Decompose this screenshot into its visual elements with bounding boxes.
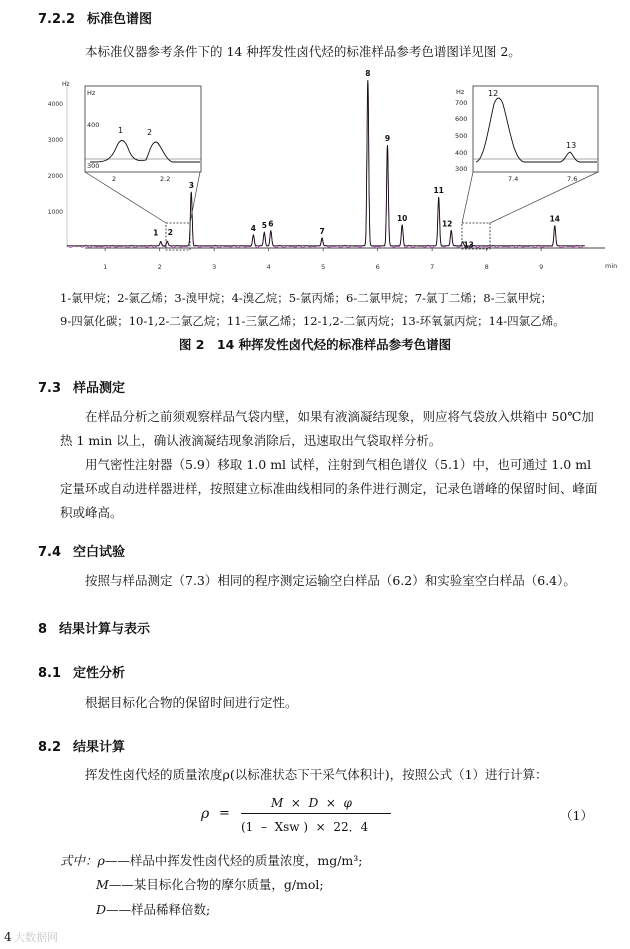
x-tick-label: 3 — [212, 263, 217, 271]
formula-lhs: ρ — [201, 806, 210, 822]
paragraph-calculation: 挥发性卤代烃的质量浓度ρ(以标准状态下干采气体积计)，按照公式（1）进行计算： — [85, 767, 548, 782]
section-heading-8 — [38, 618, 150, 637]
figure-legend-line-1: 1-氯甲烷；2-氯乙烯；3-溴甲烷；4-溴乙烷；5-氯丙烯；6-二氯甲烷；7-氯丁二烯；8-三氯甲烷； — [60, 291, 553, 305]
section-number: 8.1 — [38, 666, 62, 681]
section-heading-7-3 — [38, 377, 125, 396]
inset-y-tick: 700 — [455, 99, 468, 107]
inset-y-tick: 400 — [87, 121, 100, 129]
paragraph-sample-1: 在样品分析之前须观察样品气袋内壁，如果有液滴凝结现象，则应将气袋放入烘箱中 50℃加热 1 min 以上，确认液滴凝结现象消除后，迅速取出气袋取样分析。 — [60, 409, 594, 448]
paragraph-sample-2: 用气密性注射器（5.9）移取 1.0 ml 试样，注射到气相色谱仪（5.1）中，也可通过 1.0 ml 定量环或自动进样器进样，按照建立标准曲线相同的条件进行测定，记录色谱峰的保留时间、峰面积或峰高。 — [60, 457, 598, 520]
peak-label-14: 14 — [549, 214, 561, 224]
inset-left — [85, 86, 201, 183]
section-title: 标准色谱图 — [87, 12, 153, 27]
y-tick-labels — [48, 101, 63, 216]
section-heading-8-1 — [38, 662, 125, 681]
y-tick-label: 1000 — [47, 209, 63, 216]
inset-x-tick: 2.2 — [160, 175, 171, 183]
section-title: 空白试验 — [73, 545, 126, 560]
x-tick-labels — [103, 248, 543, 271]
peak-label-2: 2 — [167, 228, 173, 238]
y-tick-label: 2000 — [47, 173, 63, 180]
figure-caption: 图 2 14 种挥发性卤代烃的标准样品参考色谱图 — [178, 337, 452, 352]
watermark-text: 大数据网 — [14, 931, 58, 944]
section-title: 定性分析 — [73, 666, 126, 681]
peak-label-11: 11 — [433, 185, 444, 195]
paragraph-intro: 本标准仪器参考条件下的 14 种挥发性卤代烃的标准样品参考色谱图详见图 2。 — [85, 44, 521, 59]
definition-symbol: 式中：ρ — [60, 853, 105, 868]
inset-x-tick: 7.6 — [567, 175, 578, 183]
y-tick-label: 4000 — [47, 101, 63, 108]
inset-y-tick: 400 — [455, 149, 468, 157]
y-axis-label: Hz — [62, 81, 70, 88]
section-number: 8 — [38, 622, 48, 637]
inset-y-label: Hz — [456, 88, 465, 96]
inset-peak-label: 13 — [566, 141, 577, 150]
peak-label-5: 5 — [261, 221, 267, 231]
peak-label-3: 3 — [188, 180, 194, 190]
definition-text: ——某目标化合物的摩尔质量，g/mol; — [108, 877, 324, 892]
inset-peak-label: 12 — [488, 89, 499, 98]
definition-text: ——样品稀释倍数; — [106, 902, 211, 917]
formula-numerator: M × D × φ — [271, 796, 352, 810]
definition-row — [60, 851, 363, 869]
x-tick-label: 1 — [103, 263, 108, 271]
x-tick-label: 5 — [321, 263, 326, 271]
x-axis-label: min — [605, 262, 618, 270]
x-tick-label: 9 — [539, 263, 544, 271]
zoom-line — [490, 172, 598, 223]
inset-y-tick: 600 — [455, 115, 468, 123]
section-number: 7.4 — [38, 545, 62, 560]
paragraph-blank-test: 按照与样品测定（7.3）相同的程序测定运输空白样品（6.2）和实验室空白样品（6.4）。 — [85, 573, 576, 588]
section-heading-7-4 — [38, 541, 125, 560]
figure-legend-line-2: 9-四氯化碳；10-1,2-二氯乙烷；11-三氯乙烯；12-1,2-二氯丙烷；13-环氧氯丙烷；14-四氯乙烯。 — [60, 314, 565, 328]
inset-y-tick: 500 — [455, 132, 468, 140]
equation-number: （1） — [560, 808, 593, 823]
fraction-bar — [241, 813, 391, 814]
section-title: 结果计算 — [73, 740, 126, 755]
paragraph-qualitative: 根据目标化合物的保留时间进行定性。 — [85, 695, 298, 710]
inset-right — [455, 86, 598, 183]
inset-y-label: Hz — [87, 89, 96, 97]
zoom-line — [462, 172, 473, 223]
section-number: 8.2 — [38, 740, 62, 755]
x-tick-label: 7 — [430, 263, 435, 271]
x-tick-label: 6 — [375, 263, 380, 271]
definition-row — [96, 900, 210, 918]
definition-text: ——样品中挥发性卤代烃的质量浓度，mg/m³; — [104, 853, 363, 868]
peak-label-13: 13 — [463, 240, 474, 250]
peak-label-1: 1 — [153, 228, 159, 238]
chromatogram-figure — [47, 69, 620, 280]
peak-label-6: 6 — [268, 219, 274, 229]
x-tick-label: 4 — [266, 263, 271, 271]
section-number: 7.2.2 — [38, 12, 76, 27]
inset-y-tick: 300 — [87, 162, 100, 170]
peak-label-12: 12 — [441, 219, 453, 229]
peak-label-8: 8 — [365, 69, 371, 79]
definition-symbol: M — [96, 877, 109, 892]
section-heading-7-2-2 — [38, 8, 152, 27]
zoom-line — [85, 172, 166, 223]
inset-peak-label: 1 — [118, 126, 124, 135]
inset-peak-label: 2 — [147, 128, 153, 137]
definition-row — [96, 875, 324, 893]
inset-x-tick: 7.4 — [508, 175, 519, 183]
peak-label-7: 7 — [319, 226, 325, 236]
inset-x-tick: 2 — [112, 175, 117, 183]
x-tick-label: 2 — [157, 263, 162, 271]
section-title: 结果计算与表示 — [59, 622, 151, 637]
peak-label-10: 10 — [396, 214, 408, 223]
x-tick-label: 8 — [484, 263, 489, 271]
y-tick-label: 3000 — [47, 137, 63, 144]
section-title: 样品测定 — [73, 381, 126, 396]
formula-denominator: (1 – Xsw ) × 22．4 — [241, 820, 369, 834]
section-number: 7.3 — [38, 381, 62, 396]
peak-label-9: 9 — [384, 134, 391, 143]
inset-y-tick: 300 — [455, 165, 468, 173]
page-number: 4 — [4, 930, 12, 944]
formula-equals: = — [219, 806, 230, 821]
peak-label-4: 4 — [250, 224, 257, 233]
section-heading-8-2 — [38, 736, 125, 755]
definition-symbol: D — [96, 902, 107, 917]
